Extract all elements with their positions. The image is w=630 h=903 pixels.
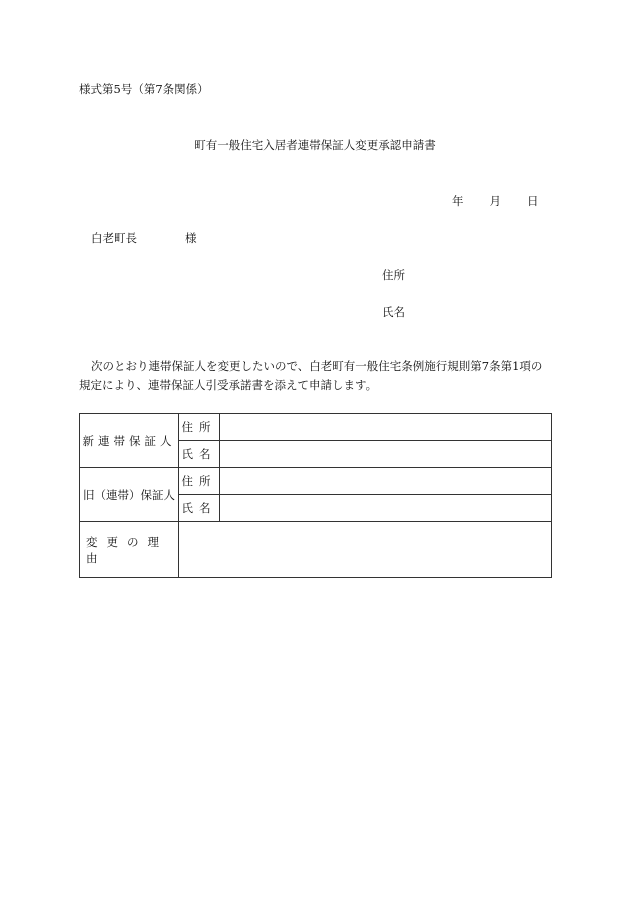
old-guarantor-address-field[interactable]: [220, 468, 552, 495]
new-guarantor-address-field[interactable]: [220, 414, 552, 441]
date-year-label: 年: [452, 194, 464, 208]
applicant-address-label: 住所: [382, 268, 405, 282]
new-guarantor-name-label: 氏名: [179, 441, 220, 468]
old-guarantor-name-label: 氏名: [179, 495, 220, 522]
change-reason-label: 変更の理由: [80, 522, 179, 578]
old-guarantor-address-label: 住所: [179, 468, 220, 495]
document-title: 町有一般住宅入居者連帯保証人変更承認申請書: [194, 138, 436, 152]
addressee-honorific: 様: [185, 231, 197, 245]
addressee: [91, 230, 197, 246]
date-month-label: 月: [489, 194, 501, 208]
guarantor-info-table: [79, 413, 552, 578]
new-guarantor-label: 新連帯保証人: [80, 414, 179, 468]
addressee-name: 白老町長: [91, 231, 137, 245]
change-reason-field[interactable]: [179, 522, 552, 578]
table-row: [80, 414, 552, 441]
form-number: 様式第5号（第7条関係）: [79, 82, 209, 96]
old-guarantor-label: 旧（連帯）保証人: [80, 468, 179, 522]
applicant-name-label: 氏名: [382, 305, 405, 319]
table-row: [80, 468, 552, 495]
table-row: [80, 522, 552, 578]
new-guarantor-address-label: 住所: [179, 414, 220, 441]
application-statement: 次のとおり連帯保証人を変更したいので、白老町有一般住宅条例施行規則第7条第1項の規定により、連帯保証人引受承諾書を添えて申請します。: [79, 359, 543, 392]
date-line: [452, 193, 539, 209]
old-guarantor-name-field[interactable]: [220, 495, 552, 522]
date-day-label: 日: [527, 194, 539, 208]
new-guarantor-name-field[interactable]: [220, 441, 552, 468]
